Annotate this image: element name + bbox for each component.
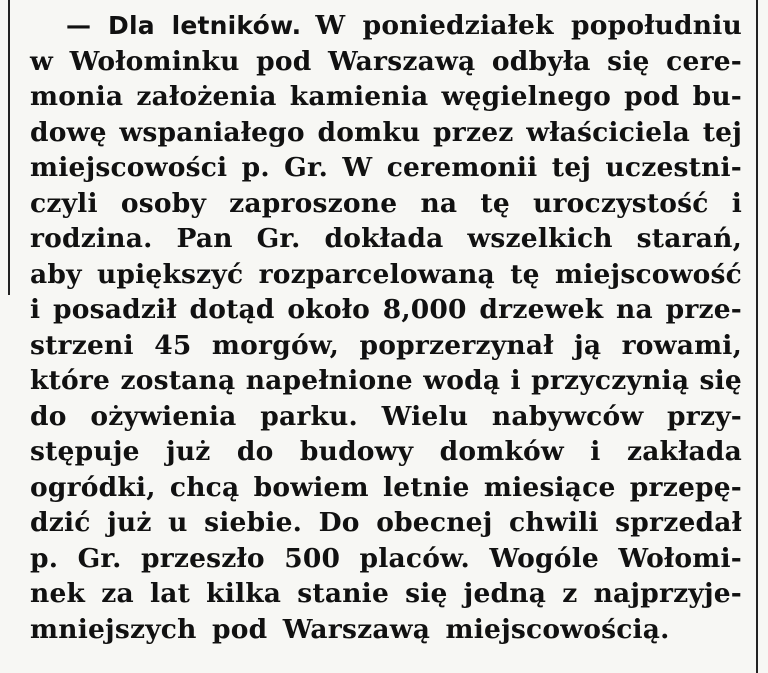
article-text-line: aby upiększyć rozparcelowaną tę miejscowość	[30, 258, 742, 290]
article-text-line: strzeni 45 morgów, poprzerzynał ją rowami,	[30, 329, 742, 361]
article-text-line: dowę wspaniałego domku przez właściciela tej	[30, 116, 742, 148]
article-line-1	[30, 8, 742, 44]
article-headline: — Dla letników.	[66, 11, 302, 40]
article-text-line: ogródki, chcą bowiem letnie miesiące przepę-	[30, 471, 742, 503]
article-text-line: do ożywienia parku. Wielu nabywców przy-	[30, 400, 742, 432]
article-text-line: dzić już u siebie. Do obecnej chwili sprzedał	[30, 507, 742, 538]
article-text-line: które zostaną napełnione wodą i przyczynią się	[30, 365, 742, 396]
article-text-line: W poniedziałek popołudniu	[315, 10, 742, 41]
article-text-line: nek za lat kilka stanie się jedną z najprzyje-	[30, 578, 742, 609]
article-text-line: rodzina. Pan Gr. dokłada wszelkich starań,	[30, 223, 742, 254]
article-text-line: i posadził dotąd około 8,000 drzewek na prze-	[30, 294, 742, 325]
article-text-line: mniejszych pod Warszawą miejscowością.	[30, 613, 670, 645]
article-text-line: stępuje już do budowy domków i zakłada	[30, 436, 742, 467]
article-text-line: miejscowości p. Gr. W ceremonii tej uczestni-	[30, 152, 742, 183]
column-rule-left	[8, 0, 10, 295]
article-text-line: czyli osoby zaproszone na tę uroczystość i	[30, 187, 742, 219]
column-rule-right	[756, 0, 758, 673]
news-article	[30, 8, 742, 647]
article-text-line: monia założenia kamienia węgielnego pod bu-	[30, 81, 742, 112]
article-text-line: p. Gr. przeszło 500 placów. Wogóle Wołomi-	[30, 542, 742, 574]
article-text-line: w Wołominku pod Warszawą odbyła się cere-	[30, 45, 742, 77]
